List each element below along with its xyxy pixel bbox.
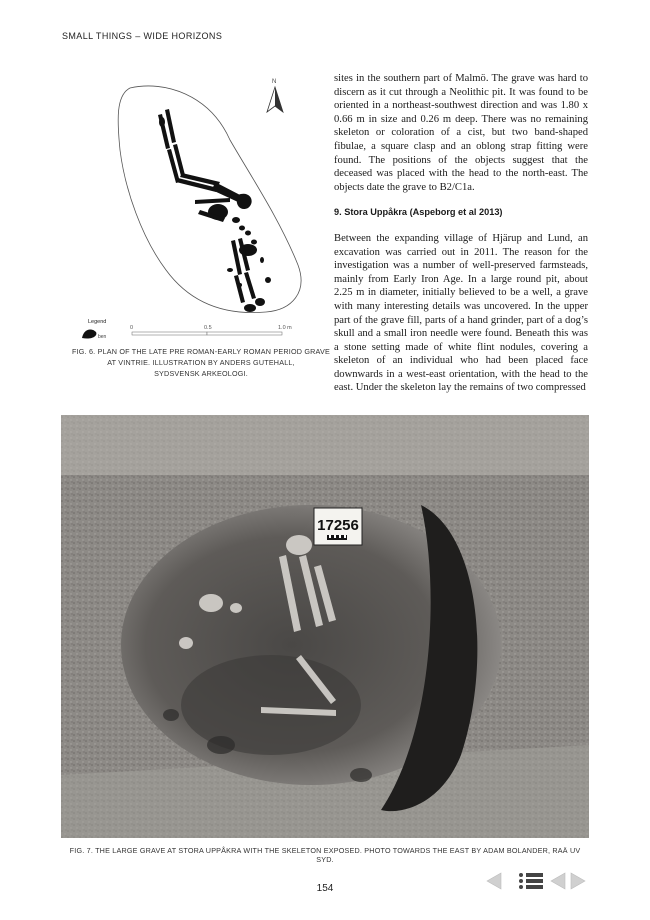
figure7-caption: FIG. 7. THE LARGE GRAVE AT STORA UPPÅKRA WITH THE SKELETON EXPOSED. PHOTO TOWARDS THE EAST BY ADAM BOLANDER, RAÄ UV SYD.: [69, 846, 581, 864]
scale-bar: [132, 332, 282, 335]
north-arrow-icon: [267, 87, 283, 112]
legend-title: Legend: [88, 319, 107, 325]
figure6-caption: [72, 346, 330, 379]
page-number: 154: [316, 883, 334, 894]
table-of-contents-icon[interactable]: [518, 871, 544, 891]
page-navigation: [484, 871, 588, 891]
excavation-photo: [61, 415, 589, 838]
north-label: N: [272, 79, 277, 85]
previous-page-icon[interactable]: [484, 871, 504, 891]
running-header: SMALL THINGS – WIDE HORIZONS: [62, 31, 223, 41]
paragraph-vintrie: sites in the southern part of Malmö. The grave was hard to discern as it cut through a Neolithic pit. It was found to be oriented in a northeast-southwest direction and was 1.80 x 0.66 m in size and 0.26 m deep. There was no remaining skeleton or coloration of a cist, but two band-shaped fibulae, a square clasp and an oblong strap fitting were found. The positions of the objects suggest that the deceased was placed with the head to the north-east. The objects date the grave to B2/C1a.: [334, 73, 588, 193]
paragraph-stora-uppakra: Between the expanding village of Hjärup and Lund, an excavation was carried out in 2011. The reason for the investigation was a number of well-preserved farmsteads, mainly from Early Iron Age. In a large round pit, about 2.25 m in diameter, initially believed to be a well, a grave with many interesting details was uncovered. In the upper part of the grave fill, parts of a hand grinder, part of a dog’s skull and a small iron needle were found. Beneath this was a stone setting made of white flint nodules, covering a skeleton of an individual who had been placed face downwards in a west-east orientation, with the head to the east. Under the skeleton lay the remains of two compressed: [334, 232, 588, 394]
skeleton-drawing: [158, 109, 271, 312]
grave-plan-figure: [70, 70, 320, 345]
next-page-icon[interactable]: [568, 871, 588, 891]
grave-plan-drawing: [70, 70, 320, 345]
legend-bone-swatch: [82, 330, 96, 339]
scale-label-half: 0.5: [204, 325, 212, 331]
figure6-caption-line3: SYDSVENSK ARKEOLOGI.: [154, 369, 248, 378]
scale-label-one: 1.0 m: [278, 325, 292, 331]
find-number-label: 17256: [317, 517, 359, 534]
figure6-caption-line2: AT VINTRIE. ILLUSTRATION BY ANDERS GUTEHALL,: [107, 358, 295, 367]
legend-item: ben: [98, 334, 107, 340]
section-heading: 9. Stora Uppåkra (Aspeborg et al 2013): [334, 207, 503, 218]
back-icon[interactable]: [548, 871, 568, 891]
figure6-caption-line1: FIG. 6. PLAN OF THE LATE PRE ROMAN-EARLY ROMAN PERIOD GRAVE: [72, 347, 330, 356]
scale-label-0: 0: [130, 325, 134, 331]
right-text-column: [334, 72, 588, 395]
